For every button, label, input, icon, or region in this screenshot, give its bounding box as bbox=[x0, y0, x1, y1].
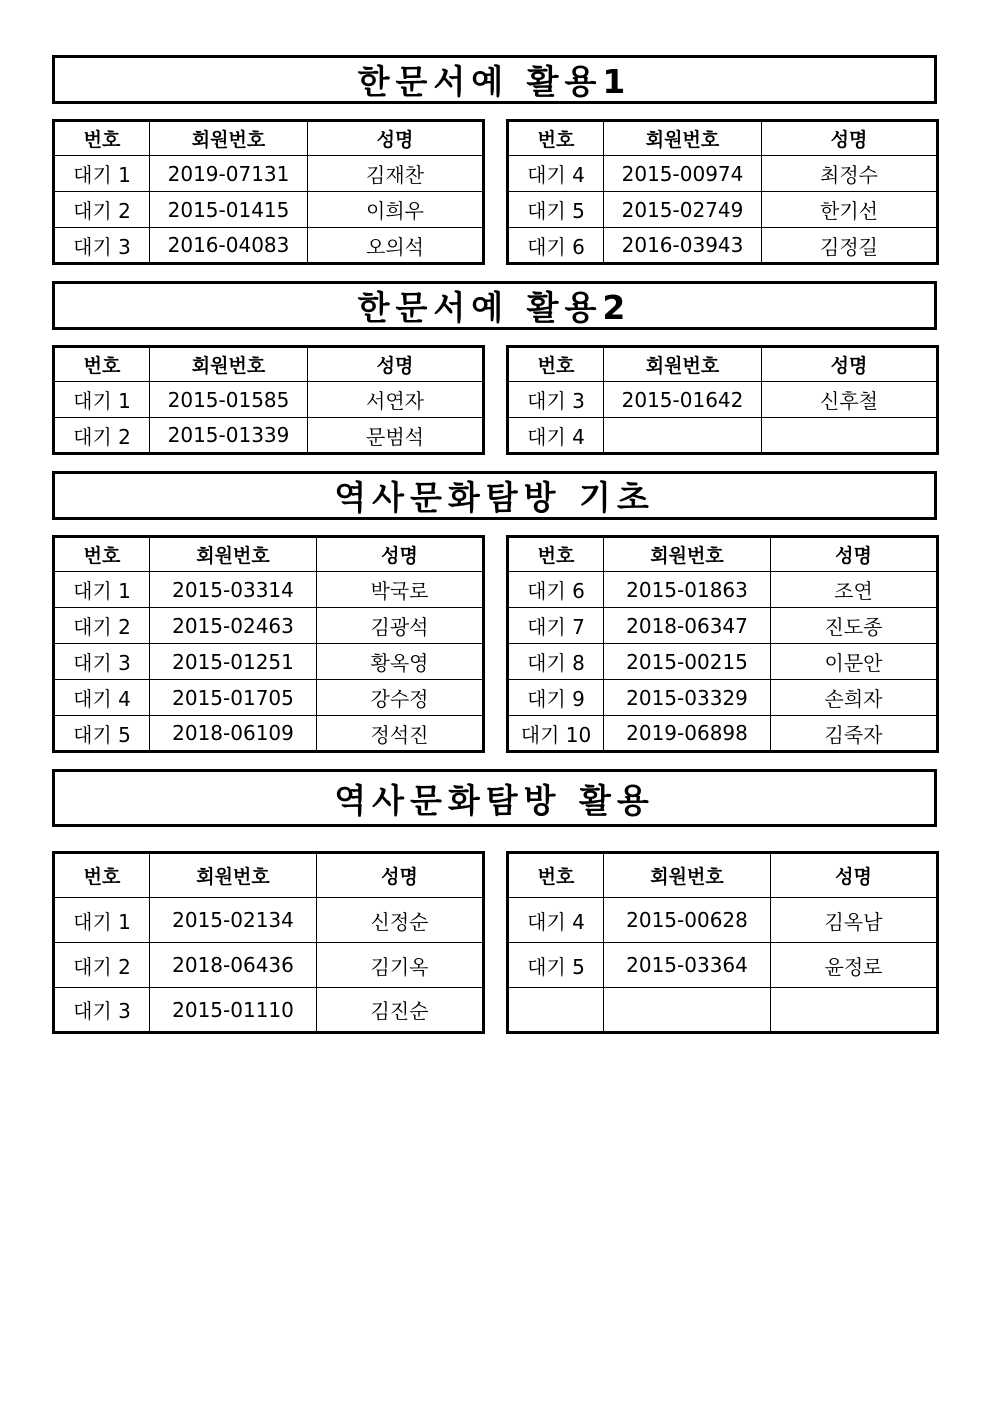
cell-name: 신정순 bbox=[317, 898, 484, 943]
table-header-row bbox=[54, 121, 484, 156]
cell-member-id: 2018-06109 bbox=[150, 716, 317, 752]
table-row bbox=[508, 192, 938, 228]
table-row bbox=[54, 572, 484, 608]
header-name: 성명 bbox=[317, 853, 484, 898]
cell-member-id: 2015-01339 bbox=[150, 418, 308, 454]
table-header-row bbox=[54, 537, 484, 572]
cell-member-id: 2015-00628 bbox=[604, 898, 771, 943]
table-row bbox=[508, 988, 938, 1033]
cell-number: 대기 2 bbox=[54, 608, 150, 644]
header-number: 번호 bbox=[508, 537, 604, 572]
table-row bbox=[508, 644, 938, 680]
cell-number: 대기 2 bbox=[54, 192, 150, 228]
cell-number: 대기 1 bbox=[54, 156, 150, 192]
cell-member-id: 2015-01642 bbox=[604, 382, 762, 418]
cell-member-id: 2015-02749 bbox=[604, 192, 762, 228]
cell-name: 김죽자 bbox=[771, 716, 938, 752]
cell-name: 한기선 bbox=[762, 192, 938, 228]
cell-name: 이문안 bbox=[771, 644, 938, 680]
table-row bbox=[508, 680, 938, 716]
header-number: 번호 bbox=[54, 537, 150, 572]
cell-member-id: 2015-02134 bbox=[150, 898, 317, 943]
cell-member-id bbox=[604, 988, 771, 1033]
header-number: 번호 bbox=[508, 121, 604, 156]
cell-name: 조연 bbox=[771, 572, 938, 608]
cell-number: 대기 3 bbox=[54, 988, 150, 1033]
table-row bbox=[508, 228, 938, 264]
waitlist-table-right bbox=[506, 119, 939, 265]
cell-member-id: 2015-02463 bbox=[150, 608, 317, 644]
cell-number: 대기 1 bbox=[54, 572, 150, 608]
table-header-row bbox=[54, 347, 484, 382]
table-row bbox=[54, 382, 484, 418]
cell-number: 대기 6 bbox=[508, 572, 604, 608]
header-member-id: 회원번호 bbox=[604, 347, 762, 382]
header-member-id: 회원번호 bbox=[150, 121, 308, 156]
cell-name: 박국로 bbox=[317, 572, 484, 608]
cell-name: 김재찬 bbox=[308, 156, 484, 192]
section-title: 한문서예 활용1 bbox=[52, 55, 937, 104]
table-row bbox=[508, 572, 938, 608]
cell-name: 최정수 bbox=[762, 156, 938, 192]
header-member-id: 회원번호 bbox=[150, 347, 308, 382]
table-row bbox=[54, 898, 484, 943]
cell-member-id: 2015-00974 bbox=[604, 156, 762, 192]
cell-name: 김옥남 bbox=[771, 898, 938, 943]
table-row bbox=[508, 608, 938, 644]
cell-number: 대기 3 bbox=[508, 382, 604, 418]
cell-member-id: 2016-04083 bbox=[150, 228, 308, 264]
cell-member-id: 2015-01705 bbox=[150, 680, 317, 716]
cell-number: 대기 6 bbox=[508, 228, 604, 264]
cell-member-id: 2015-01415 bbox=[150, 192, 308, 228]
table-row bbox=[508, 898, 938, 943]
cell-member-id: 2015-01251 bbox=[150, 644, 317, 680]
cell-name: 서연자 bbox=[308, 382, 484, 418]
cell-member-id: 2018-06436 bbox=[150, 943, 317, 988]
cell-name: 김진순 bbox=[317, 988, 484, 1033]
cell-name: 진도종 bbox=[771, 608, 938, 644]
cell-number: 대기 1 bbox=[54, 898, 150, 943]
table-row bbox=[508, 156, 938, 192]
cell-member-id bbox=[604, 418, 762, 454]
cell-member-id: 2015-00215 bbox=[604, 644, 771, 680]
cell-member-id: 2018-06347 bbox=[604, 608, 771, 644]
waitlist-table-right bbox=[506, 345, 939, 455]
table-row bbox=[508, 716, 938, 752]
header-name: 성명 bbox=[308, 121, 484, 156]
cell-number: 대기 7 bbox=[508, 608, 604, 644]
cell-member-id: 2015-03314 bbox=[150, 572, 317, 608]
cell-member-id: 2016-03943 bbox=[604, 228, 762, 264]
cell-name: 오의석 bbox=[308, 228, 484, 264]
waitlist-table-left bbox=[52, 851, 485, 1034]
table-header-row bbox=[508, 537, 938, 572]
cell-number: 대기 2 bbox=[54, 943, 150, 988]
cell-number: 대기 10 bbox=[508, 716, 604, 752]
cell-name: 강수정 bbox=[317, 680, 484, 716]
table-header-row bbox=[508, 347, 938, 382]
table-row bbox=[54, 680, 484, 716]
header-name: 성명 bbox=[762, 347, 938, 382]
cell-member-id: 2019-07131 bbox=[150, 156, 308, 192]
table-row bbox=[54, 988, 484, 1033]
cell-number: 대기 5 bbox=[508, 943, 604, 988]
header-member-id: 회원번호 bbox=[604, 537, 771, 572]
cell-name: 손희자 bbox=[771, 680, 938, 716]
cell-member-id: 2015-03329 bbox=[604, 680, 771, 716]
cell-member-id: 2015-03364 bbox=[604, 943, 771, 988]
cell-name: 김기옥 bbox=[317, 943, 484, 988]
cell-name: 황옥영 bbox=[317, 644, 484, 680]
table-header-row bbox=[508, 121, 938, 156]
cell-number: 대기 4 bbox=[508, 418, 604, 454]
cell-name bbox=[771, 988, 938, 1033]
header-name: 성명 bbox=[771, 853, 938, 898]
header-name: 성명 bbox=[762, 121, 938, 156]
cell-number: 대기 1 bbox=[54, 382, 150, 418]
cell-number: 대기 9 bbox=[508, 680, 604, 716]
cell-member-id: 2015-01863 bbox=[604, 572, 771, 608]
waitlist-table-left bbox=[52, 119, 485, 265]
header-name: 성명 bbox=[308, 347, 484, 382]
waitlist-table-right bbox=[506, 535, 939, 753]
header-number: 번호 bbox=[508, 347, 604, 382]
table-header-row bbox=[54, 853, 484, 898]
header-member-id: 회원번호 bbox=[604, 853, 771, 898]
cell-number: 대기 2 bbox=[54, 418, 150, 454]
cell-name: 김정길 bbox=[762, 228, 938, 264]
cell-name: 정석진 bbox=[317, 716, 484, 752]
section-title: 역사문화탐방 기초 bbox=[52, 471, 937, 520]
cell-name: 윤정로 bbox=[771, 943, 938, 988]
waitlist-table-left bbox=[52, 535, 485, 753]
header-name: 성명 bbox=[317, 537, 484, 572]
cell-name: 이희우 bbox=[308, 192, 484, 228]
header-number: 번호 bbox=[54, 347, 150, 382]
header-name: 성명 bbox=[771, 537, 938, 572]
cell-member-id: 2015-01110 bbox=[150, 988, 317, 1033]
table-row bbox=[54, 228, 484, 264]
cell-name: 문범석 bbox=[308, 418, 484, 454]
table-row bbox=[54, 608, 484, 644]
header-member-id: 회원번호 bbox=[604, 121, 762, 156]
table-row bbox=[508, 418, 938, 454]
cell-number: 대기 3 bbox=[54, 644, 150, 680]
header-number: 번호 bbox=[54, 853, 150, 898]
table-row bbox=[54, 192, 484, 228]
table-row bbox=[508, 943, 938, 988]
header-number: 번호 bbox=[508, 853, 604, 898]
cell-name: 신후철 bbox=[762, 382, 938, 418]
table-row bbox=[508, 382, 938, 418]
cell-name: 김광석 bbox=[317, 608, 484, 644]
cell-number: 대기 8 bbox=[508, 644, 604, 680]
cell-number: 대기 4 bbox=[508, 156, 604, 192]
cell-number: 대기 5 bbox=[508, 192, 604, 228]
cell-name bbox=[762, 418, 938, 454]
header-member-id: 회원번호 bbox=[150, 537, 317, 572]
waitlist-table-left bbox=[52, 345, 485, 455]
waitlist-table-right bbox=[506, 851, 939, 1034]
cell-member-id: 2015-01585 bbox=[150, 382, 308, 418]
cell-number bbox=[508, 988, 604, 1033]
header-number: 번호 bbox=[54, 121, 150, 156]
table-row bbox=[54, 156, 484, 192]
section-title: 역사문화탐방 활용 bbox=[52, 769, 937, 827]
table-row bbox=[54, 943, 484, 988]
cell-number: 대기 3 bbox=[54, 228, 150, 264]
table-row bbox=[54, 644, 484, 680]
cell-number: 대기 5 bbox=[54, 716, 150, 752]
cell-number: 대기 4 bbox=[54, 680, 150, 716]
table-header-row bbox=[508, 853, 938, 898]
cell-number: 대기 4 bbox=[508, 898, 604, 943]
table-row bbox=[54, 716, 484, 752]
cell-member-id: 2019-06898 bbox=[604, 716, 771, 752]
header-member-id: 회원번호 bbox=[150, 853, 317, 898]
table-row bbox=[54, 418, 484, 454]
section-title: 한문서예 활용2 bbox=[52, 281, 937, 330]
